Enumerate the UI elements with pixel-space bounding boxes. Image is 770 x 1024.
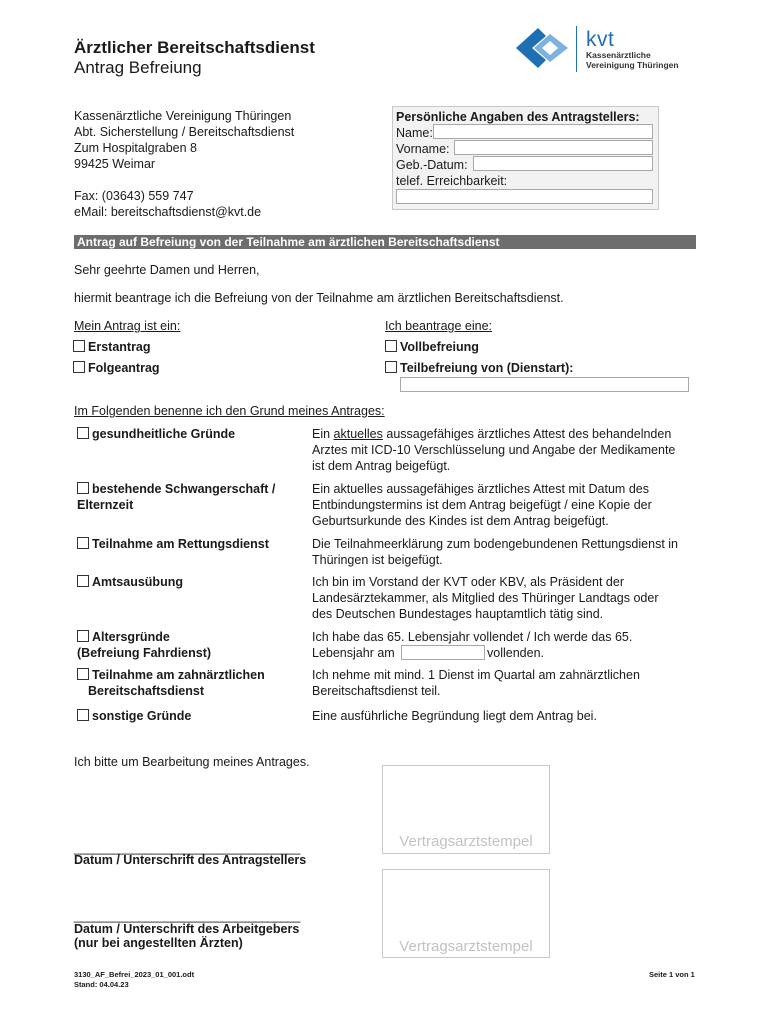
erstantrag-option[interactable] xyxy=(73,339,151,355)
address-dept: Abt. Sicherstellung / Bereitschaftsdienst xyxy=(74,125,295,139)
employer-signature-line[interactable]: ___________________________________ xyxy=(74,909,300,923)
reason-sonstige-label: sonstige Gründe xyxy=(92,709,192,723)
reason-schwangerschaft-checkbox[interactable] xyxy=(77,482,89,494)
reason-zahnaerztlich-label: Teilnahme am zahnärztlichen xyxy=(92,668,265,682)
alter-date-field[interactable] xyxy=(401,645,485,660)
reason-zahnaerztlich-label-2: Bereitschaftsdienst xyxy=(88,684,205,698)
desc-line: Entbindungstermins ist dem Antrag beigefügt / eine Kopie der xyxy=(312,498,652,512)
vorname-label: Vorname: xyxy=(396,142,450,156)
employer-signature-label: Datum / Unterschrift des Arbeitgebers xyxy=(74,922,300,936)
stamp-box-1[interactable] xyxy=(382,765,550,854)
reason-rettungsdienst-desc xyxy=(312,536,702,568)
geb-datum-label: Geb.-Datum: xyxy=(396,158,468,172)
desc-text: Ein xyxy=(312,427,334,441)
geb-datum-field[interactable] xyxy=(473,156,653,171)
reasons-heading: Im Folgenden benenne ich den Grund meines Antrages: xyxy=(74,404,385,418)
reason-alter-checkbox[interactable] xyxy=(77,630,89,642)
reason-zahnaerztlich-option[interactable] xyxy=(77,667,265,699)
desc-line: Ich habe das 65. Lebensjahr vollendet / Ich werde das 65. xyxy=(312,630,633,644)
reason-gesundheit-desc xyxy=(312,426,702,474)
kvt-logo-icon xyxy=(512,26,576,74)
reason-schwangerschaft-label: bestehende Schwangerschaft / xyxy=(92,482,276,496)
address-street: Zum Hospitalgraben 8 xyxy=(74,141,197,155)
address-fax: Fax: (03643) 559 747 xyxy=(74,189,194,203)
employer-signature-note: (nur bei angestellten Ärzten) xyxy=(74,936,243,950)
reason-gesundheit-option[interactable] xyxy=(77,426,235,442)
dienstart-field[interactable] xyxy=(400,377,689,392)
teilbefreiung-label: Teilbefreiung von (Dienstart): xyxy=(400,361,574,375)
name-field[interactable] xyxy=(433,124,653,139)
reason-zahnaerztlich-desc xyxy=(312,667,702,699)
address-email: eMail: bereitschaftsdienst@kvt.de xyxy=(74,205,262,219)
desc-text: Lebensjahr am xyxy=(312,646,395,660)
reason-alter-label: Altersgründe xyxy=(92,630,170,644)
desc-line: Ein aktuelles aussagefähiges ärztliches Attest mit Datum des xyxy=(312,482,649,496)
desc-text: vollenden. xyxy=(487,646,544,660)
applicant-signature-line[interactable]: ___________________________________ xyxy=(74,841,300,855)
vollbefreiung-label: Vollbefreiung xyxy=(400,340,479,354)
logo-divider xyxy=(576,26,577,72)
vorname-field[interactable] xyxy=(454,140,653,155)
logo-wordmark: kvt xyxy=(586,28,615,51)
reason-schwangerschaft-label-2: Elternzeit xyxy=(77,498,134,512)
address-city: 99425 Weimar xyxy=(74,157,156,171)
reason-rettungsdienst-label: Teilnahme am Rettungsdienst xyxy=(92,537,269,551)
reason-amtsausuebung-desc xyxy=(312,574,702,622)
reason-gesundheit-label: gesundheitliche Gründe xyxy=(92,427,236,441)
reason-amtsausuebung-label: Amtsausübung xyxy=(92,575,183,589)
desc-line: Arztes mit ICD-10 Verschlüsselung und Angabe der Medikamente xyxy=(312,443,676,457)
reason-rettungsdienst-option[interactable] xyxy=(77,536,269,552)
folgeantrag-label: Folgeantrag xyxy=(88,361,160,375)
logo-line-2: Vereinigung Thüringen xyxy=(586,60,679,70)
applicant-heading: Persönliche Angaben des Antragstellers: xyxy=(396,110,640,124)
folgeantrag-option[interactable] xyxy=(73,360,160,376)
folgeantrag-checkbox[interactable] xyxy=(73,361,85,373)
reason-zahnaerztlich-checkbox[interactable] xyxy=(77,668,89,680)
antrag-heading: Mein Antrag ist ein: xyxy=(74,319,181,333)
reason-alter-option[interactable] xyxy=(77,629,211,661)
section-heading-bar: Antrag auf Befreiung von der Teilnahme am ärztlichen Bereitschaftsdienst xyxy=(74,235,696,249)
vollbefreiung-option[interactable] xyxy=(385,339,479,355)
reason-alter-desc xyxy=(312,629,702,661)
telefon-field[interactable] xyxy=(396,189,653,204)
name-label: Name: xyxy=(396,126,433,140)
stamp-label-1: Vertragsarztstempel xyxy=(399,833,533,850)
reason-amtsausuebung-checkbox[interactable] xyxy=(77,575,89,587)
desc-line: Geburtsurkunde des Kindes ist dem Antrag beigefügt. xyxy=(312,514,609,528)
desc-line: Landesärztekammer, als Mitglied des Thüringer Landtags oder xyxy=(312,591,659,605)
intro-text: hiermit beantrage ich die Befreiung von der Teilnahme am ärztlichen Bereitschaftsdienst. xyxy=(74,291,564,305)
closing-text: Ich bitte um Bearbeitung meines Antrages. xyxy=(74,755,310,769)
reason-sonstige-checkbox[interactable] xyxy=(77,709,89,721)
footer-doc-id: 3130_AF_Befrei_2023_01_001.odt xyxy=(74,970,195,979)
erstantrag-checkbox[interactable] xyxy=(73,340,85,352)
teilbefreiung-checkbox[interactable] xyxy=(385,361,397,373)
reason-rettungsdienst-checkbox[interactable] xyxy=(77,537,89,549)
desc-line: Thüringen ist beigefügt. xyxy=(312,553,443,567)
desc-line: Ich bin im Vorstand der KVT oder KBV, als Präsident der xyxy=(312,575,624,589)
document-subtitle: Antrag Befreiung xyxy=(74,58,202,77)
erstantrag-label: Erstantrag xyxy=(88,340,151,354)
applicant-signature-label: Datum / Unterschrift des Antragstellers xyxy=(74,853,307,867)
reason-sonstige-option[interactable] xyxy=(77,708,191,724)
telefon-label: telef. Erreichbarkeit: xyxy=(396,174,508,188)
footer-page: Seite 1 von 1 xyxy=(649,970,695,979)
footer-stand: Stand: 04.04.23 xyxy=(74,980,129,989)
desc-line: Ich nehme mit mind. 1 Dienst im Quartal am zahnärztlichen xyxy=(312,668,640,682)
desc-line: ist dem Antrag beigefügt. xyxy=(312,459,451,473)
document-title: Ärztlicher Bereitschaftsdienst xyxy=(74,38,315,57)
reason-gesundheit-checkbox[interactable] xyxy=(77,427,89,439)
reason-amtsausuebung-option[interactable] xyxy=(77,574,183,590)
desc-line: Bereitschaftsdienst teil. xyxy=(312,684,441,698)
vollbefreiung-checkbox[interactable] xyxy=(385,340,397,352)
stamp-box-2[interactable] xyxy=(382,869,550,958)
befreiung-heading: Ich beantrage eine: xyxy=(385,319,493,333)
stamp-label-2: Vertragsarztstempel xyxy=(399,938,533,955)
address-org: Kassenärztliche Vereinigung Thüringen xyxy=(74,109,292,123)
salutation: Sehr geehrte Damen und Herren, xyxy=(74,263,260,277)
reason-schwangerschaft-desc xyxy=(312,481,702,529)
applicant-box xyxy=(392,106,659,210)
reason-alter-label-2: (Befreiung Fahrdienst) xyxy=(77,646,212,660)
reason-sonstige-desc: Eine ausführliche Begründung liegt dem Antrag bei. xyxy=(312,709,597,723)
reason-schwangerschaft-option[interactable] xyxy=(77,481,275,513)
desc-underlined-text: aktuelles xyxy=(333,427,383,441)
desc-line: Die Teilnahmeerklärung zum bodengebundenen Rettungsdienst in xyxy=(312,537,678,551)
logo-line-1: Kassenärztliche xyxy=(586,50,651,60)
teilbefreiung-option[interactable] xyxy=(385,360,573,376)
desc-text: aussagefähiges ärztliches Attest des behandelnden xyxy=(382,427,672,441)
desc-line: des Deutschen Bundestages hauptamtlich tätig sind. xyxy=(312,607,604,621)
